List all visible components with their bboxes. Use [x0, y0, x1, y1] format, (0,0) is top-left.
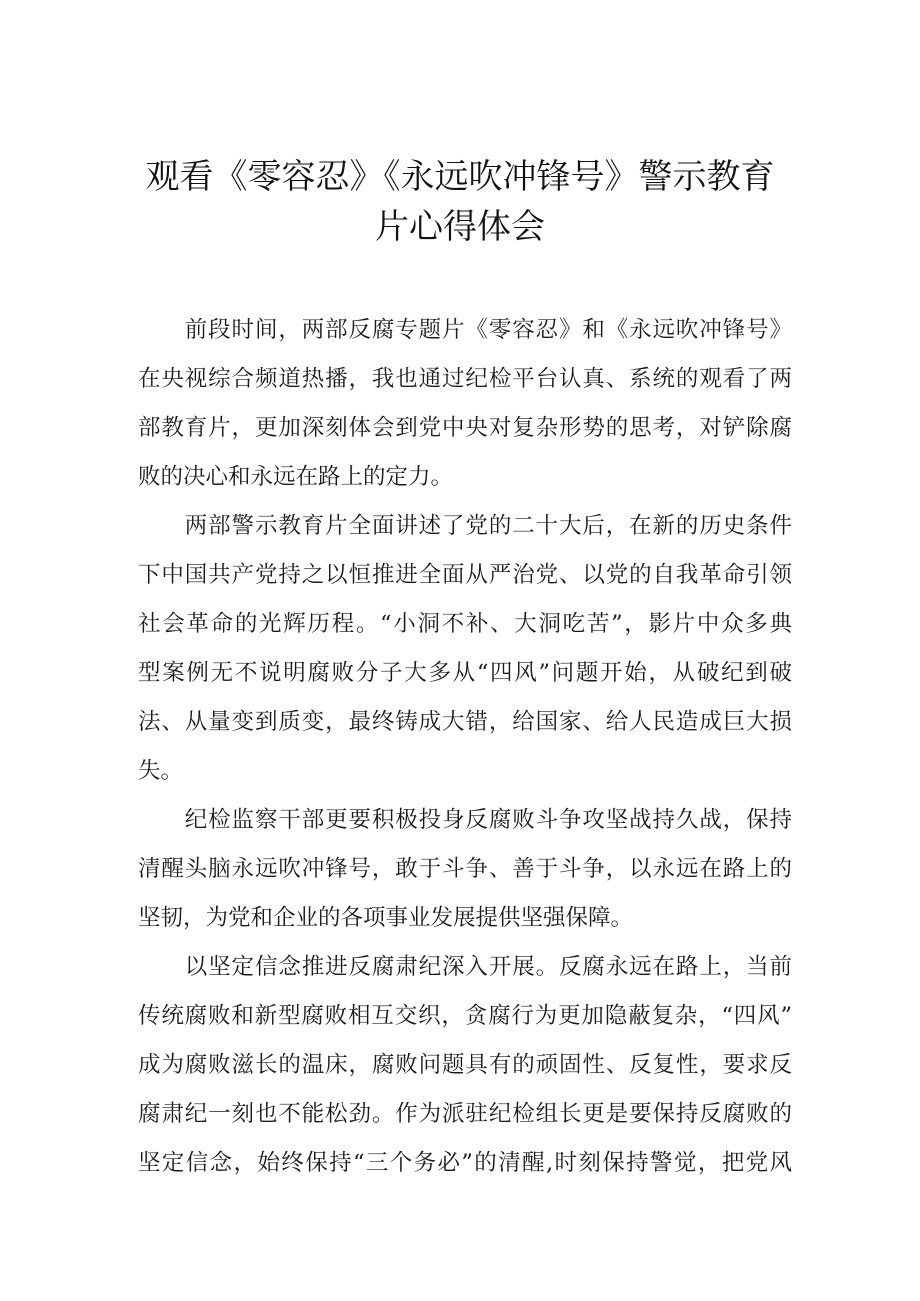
- paragraph: [138, 502, 792, 796]
- text-line: 前段时间，两部反腐专题片《零容忍》和《永远吹冲锋号》: [138, 317, 792, 343]
- text-line: 社会革命的光辉历程。“小洞不补、大洞吃苦”，影片中众多典: [138, 611, 792, 637]
- title-line: 片心得体会: [375, 207, 545, 247]
- text-line: 两部警示教育片全面讲述了党的二十大后，在新的历史条件: [138, 513, 792, 539]
- paragraph: [138, 306, 792, 502]
- text-line: 腐肃纪一刻也不能松劲。作为派驻纪检组长更是要保持反腐败的: [138, 1101, 792, 1127]
- paragraph: [138, 796, 792, 943]
- text-line: 传统腐败和新型腐败相互交织，贪腐行为更加隐蔽复杂，“四风”: [138, 1003, 792, 1029]
- text-line: 坚韧，为党和企业的各项事业发展提供坚强保障。: [138, 905, 634, 931]
- text-line: 下中国共产党持之以恒推进全面从严治党、以党的自我革命引领: [138, 562, 792, 588]
- text-line: 型案例无不说明腐败分子大多从“四风”问题开始，从破纪到破: [138, 660, 792, 686]
- text-line: 在央视综合频道热播，我也通过纪检平台认真、系统的观看了两: [138, 366, 792, 392]
- document-title: [130, 152, 790, 252]
- text-line: 坚定信念，始终保持“三个务必”的清醒,时刻保持警觉，把党风: [138, 1150, 792, 1176]
- text-line: 以坚定信念推进反腐肃纪深入开展。反腐永远在路上，当前: [138, 954, 792, 980]
- text-line: 成为腐败滋长的温床，腐败问题具有的顽固性、反复性，要求反: [138, 1052, 792, 1078]
- text-line: 纪检监察干部更要积极投身反腐败斗争攻坚战持久战，保持: [138, 807, 792, 833]
- text-line: 失。: [138, 758, 184, 784]
- title-line: 观看《零容忍》《永远吹冲锋号》警示教育: [145, 157, 775, 197]
- text-line: 败的决心和永远在路上的定力。: [138, 464, 454, 490]
- paragraph: [138, 943, 792, 1188]
- text-line: 清醒头脑永远吹冲锋号，敢于斗争、善于斗争，以永远在路上的: [138, 856, 792, 882]
- text-line: 法、从量变到质变，最终铸成大错，给国家、给人民造成巨大损: [138, 709, 792, 735]
- document-body: [138, 306, 792, 1188]
- text-line: 部教育片，更加深刻体会到党中央对复杂形势的思考，对铲除腐: [138, 415, 792, 441]
